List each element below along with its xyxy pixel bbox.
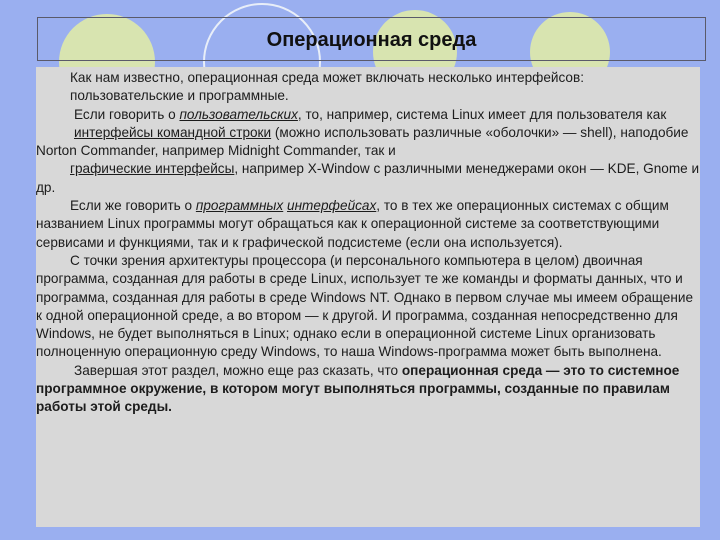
paragraph-1 (36, 69, 700, 106)
p2-text-after: , то, например, система Linux имеет для пользователя как (297, 106, 667, 122)
title-frame (37, 17, 706, 61)
gui-term: графические интерфейсы (70, 161, 235, 177)
p1-line-a: Как нам известно, операционная среда может включать несколько интерфейсов: (70, 70, 584, 85)
interfaces-term: интерфейсах (287, 198, 377, 214)
paragraph-2 (36, 106, 700, 124)
paragraph-7 (36, 362, 700, 417)
p3-text-after: (можно использовать различные «оболочки» — shell), наподобие Norton Commander, например Midnight Commander, так и (36, 124, 689, 159)
p2-text-before: Если говорить о (74, 106, 180, 122)
page-title: Операционная среда (266, 29, 477, 51)
program-term: программных (195, 198, 284, 214)
paragraph-4 (36, 160, 700, 197)
p4-text-after: , например X-Window с различными менеджерами окон — KDE, Gnome и др. (36, 161, 700, 195)
definition-bold: операционная среда — это то системное программное окружение, в котором могут выполняться программы, созданные по правилам работы этой среды. (36, 362, 680, 415)
paragraph-3 (36, 124, 700, 161)
p5-text-after: , то в тех же операционных системах с общим названием Linux программы могут обращаться как к операционной системе за соответствующими сервисами и функциями, так и к графической подсистеме (если она используется). (36, 198, 669, 250)
p5-text-before: Если же говорить о (70, 198, 196, 214)
cli-term: интерфейсы командной строки (74, 124, 272, 140)
body-text (36, 69, 700, 417)
p1-line-b: пользовательские и программные. (70, 88, 289, 104)
p7-text-before: Завершая этот раздел, можно еще раз сказать, что (74, 362, 402, 378)
paragraph-6: С точки зрения архитектуры процессора (и персонального компьютера в целом) двоичная программа, созданная для работы в среде Linux, использует те же команды и форматы данных, что и программа, созданная для работы в среде Windows NT. Однако в первом случае мы имеем обращение к одной операционной среде, а во втором — к другой. И программа, созданная непосредственно для Windows, не будет выполняться в Linux; однако если в операционной системе Linux организовать полноценную операционную среду Windows, то наша Windows-программа может быть выполнена. (36, 252, 694, 360)
user-interfaces-term: пользовательских (179, 106, 298, 122)
content-panel (36, 67, 700, 527)
paragraph-5 (36, 197, 700, 252)
